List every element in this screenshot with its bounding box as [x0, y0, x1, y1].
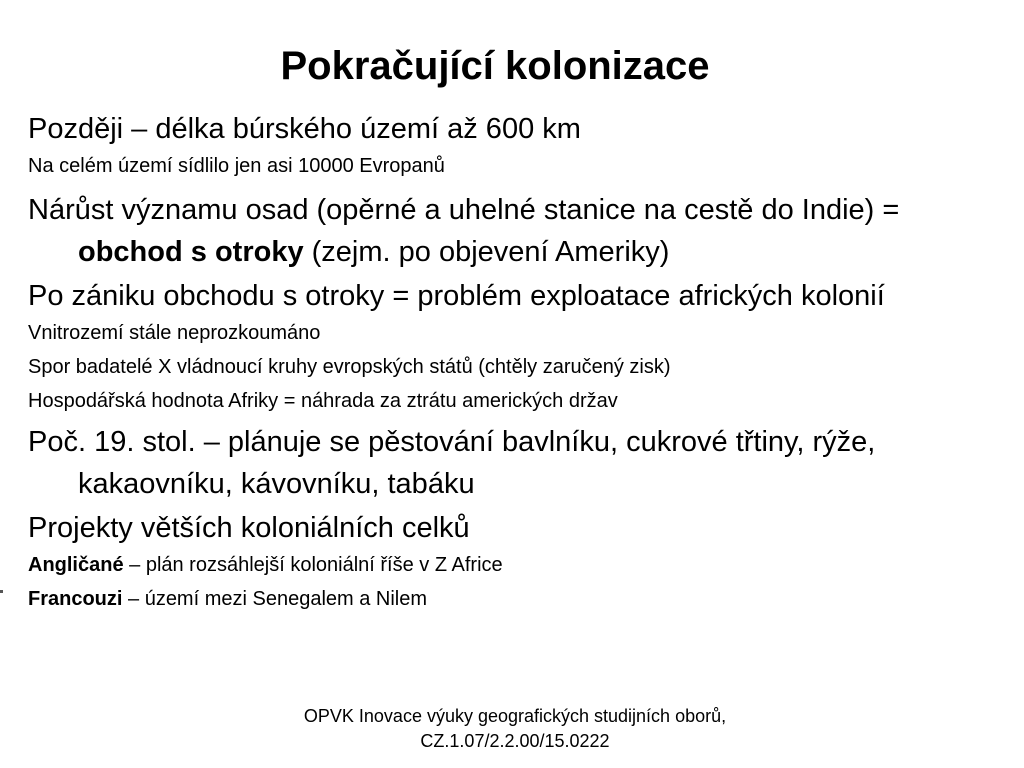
list-item: [28, 189, 988, 273]
footer-line: CZ.1.07/2.2.00/15.0222: [420, 731, 610, 751]
item-text: Projekty větších koloniálních celků: [28, 512, 470, 544]
list-item: [28, 387, 988, 416]
list-item: [28, 551, 988, 580]
list-item: [28, 585, 988, 614]
item-text: (zejm. po objevení Ameriky): [303, 236, 670, 268]
item-text: Později – délka búrského území až 600 km: [28, 113, 581, 145]
item-text: Poč. 19. stol. – plánuje se pěstování bavlníku, cukrové třtiny, rýže, kakaovníku, kávovníku, tabáku: [28, 426, 876, 500]
item-text: Vnitrozemí stále neprozkoumáno: [28, 322, 321, 344]
stray-mark: [0, 590, 3, 593]
item-text: – území mezi Senegalem a Nilem: [122, 588, 428, 610]
list-item: [28, 108, 988, 150]
list-item: [28, 353, 988, 382]
item-emphasis: obchod s otroky: [78, 236, 304, 268]
footer-line: OPVK Inovace výuky geografických studijních oborů,: [303, 706, 727, 726]
list-item: [28, 507, 988, 549]
bullet-list: [28, 108, 988, 619]
item-text: Po zániku obchodu s otroky = problém exploatace afrických kolonií: [28, 280, 885, 312]
item-text: Na celém území sídlilo jen asi 10000 Evropanů: [28, 155, 445, 177]
item-text: Spor badatelé X vládnoucí kruhy evropských států (chtěly zaručený zisk): [28, 356, 671, 378]
item-emphasis: Angličané: [28, 554, 124, 576]
list-item: [28, 275, 988, 317]
item-text: Hospodářská hodnota Afriky = náhrada za ztrátu amerických držav: [28, 390, 618, 412]
list-item: [28, 152, 988, 181]
slide-title: Pokračující kolonizace: [280, 44, 710, 88]
slide-footer: [230, 704, 800, 754]
list-item: [28, 319, 988, 348]
item-emphasis: Francouzi: [28, 588, 123, 610]
item-text: – plán rozsáhlejší koloniální říše v Z Africe: [123, 554, 503, 576]
item-text: Nárůst významu osad (opěrné a uhelné stanice na cestě do Indie) =: [28, 194, 900, 226]
list-item: [28, 421, 988, 505]
